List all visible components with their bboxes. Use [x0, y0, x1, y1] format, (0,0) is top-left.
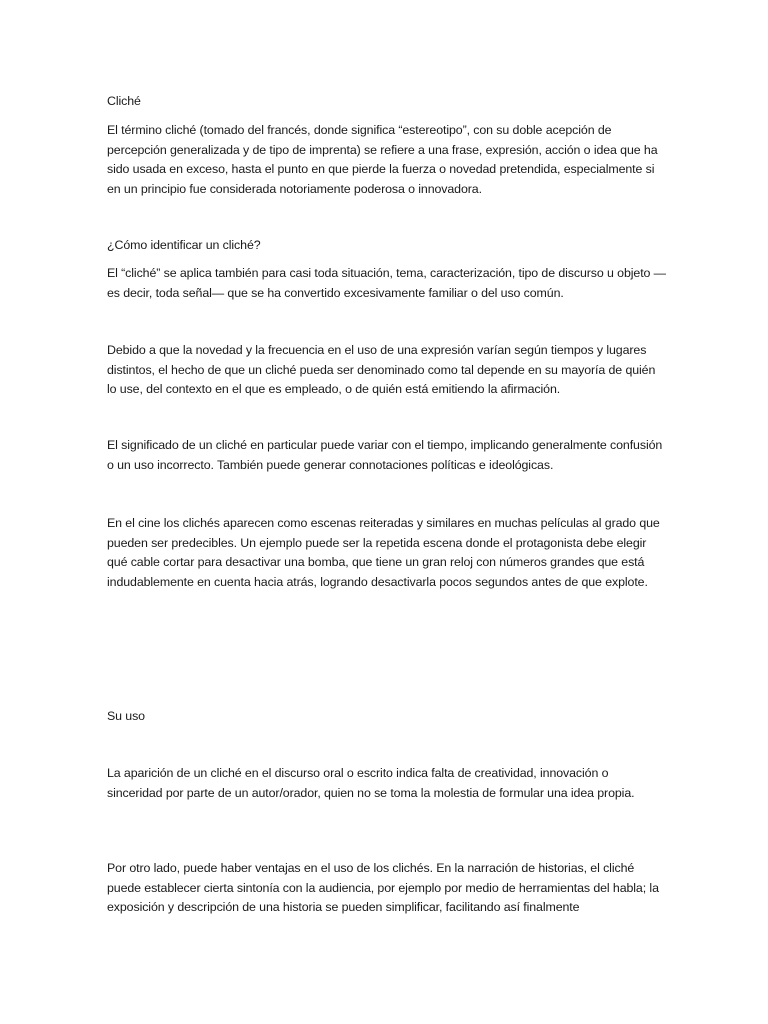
- paragraph-uso-1: La aparición de un cliché en el discurso oral o escrito indica falta de creatividad, innovación o sinceridad por parte de un autor/orador, quien no se toma la molestia de formular una idea propia.: [107, 766, 635, 800]
- paragraph-identify-1: El “cliché” se aplica también para casi toda situación, tema, caracterización, tipo de discurso u objeto —es decir, toda señal— que se ha convertido excesivamente familiar o del uso común.: [107, 266, 666, 300]
- paragraph-identify-3: El significado de un cliché en particular puede variar con el tiempo, implicando generalmente confusión o un uso incorrecto. También puede generar connotaciones políticas e ideológicas.: [107, 438, 663, 472]
- document-title: Cliché: [107, 94, 141, 108]
- paragraph-identify-4: En el cine los clichés aparecen como escenas reiteradas y similares en muchas películas al grado que pueden ser predecibles. Un ejemplo puede ser la repetida escena donde el protagonista debe elegir qué cable cortar para desactivar una bomba, que tiene un gran reloj con números grandes que está indudablemente en cuenta hacia atrás, logrando desactivarla pocos segundos antes de que explote.: [107, 516, 660, 589]
- intro-paragraph: El término cliché (tomado del francés, donde significa “estereotipo”, con su doble acepción de percepción generalizada y de tipo de imprenta) se refiere a una frase, expresión, acción o idea que ha sido usada en exceso, hasta el punto en que pierde la fuerza o novedad pretendida, especialmente si en un principio fue considerada notoriamente poderosa o innovadora.: [107, 123, 658, 196]
- section-heading-uso: Su uso: [107, 709, 145, 723]
- paragraph-identify-2: Debido a que la novedad y la frecuencia en el uso de una expresión varían según tiempos y lugares distintos, el hecho de que un cliché pueda ser denominado como tal depende en su mayoría de quién lo use, del contexto en el que es empleado, o de quién está emitiendo la afirmación.: [107, 343, 656, 397]
- paragraph-uso-2: Por otro lado, puede haber ventajas en el uso de los clichés. En la narración de historias, el cliché puede establecer cierta sintonía con la audiencia, por ejemplo por medio de herramientas del habla; la exposición y descripción de una historia se pueden simplificar, facilitando así finalmente: [107, 861, 659, 915]
- section-heading-identify: ¿Cómo identificar un cliché?: [107, 238, 261, 252]
